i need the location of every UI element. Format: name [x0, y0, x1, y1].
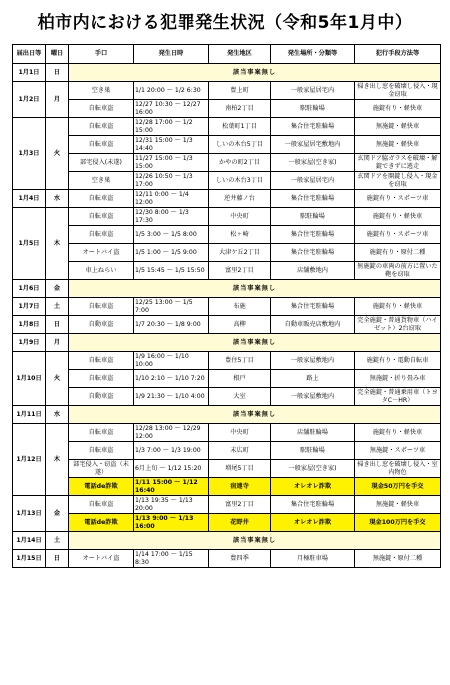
- datetime-cell: 12/30 8:00 ～ 1/3 17:30: [134, 208, 209, 226]
- date-cell: 1月6日: [13, 280, 46, 298]
- place-cell: 集合住宅駐輪場: [271, 244, 355, 262]
- datetime-cell: 1/3 7:00 ～ 1/3 19:00: [134, 442, 209, 460]
- table-header-row: [13, 45, 441, 64]
- area-cell: 高柳: [209, 316, 271, 334]
- date-cell: 1月8日: [13, 316, 46, 334]
- table-row: [13, 370, 441, 388]
- area-cell: 花野井: [209, 514, 271, 532]
- header-place: 発生場所・分類等: [271, 45, 355, 64]
- header-dow: 曜日: [46, 45, 69, 64]
- date-cell: 1月7日: [13, 298, 46, 316]
- table-row: [13, 550, 441, 568]
- datetime-cell: 12/28 17:00 ～ 1/2 15:00: [134, 118, 209, 136]
- area-cell: 末広町: [209, 442, 271, 460]
- method-cell: 電話de詐欺: [69, 514, 134, 532]
- header-date: 届出日等: [13, 45, 46, 64]
- date-cell: 1月13日: [13, 496, 46, 532]
- dow-cell: 土: [46, 532, 69, 550]
- place-cell: 駅駐輪場: [271, 208, 355, 226]
- no-case-cell: 該当事案無し: [69, 406, 441, 424]
- dow-cell: 木: [46, 208, 69, 280]
- means-cell: 無施錠・折り畳み車: [355, 370, 441, 388]
- method-cell: 電話de詐欺: [69, 478, 134, 496]
- place-cell: 自動車販売店敷地内: [271, 316, 355, 334]
- area-cell: 根戸: [209, 370, 271, 388]
- method-cell: 空き巣: [69, 172, 134, 190]
- dow-cell: 月: [46, 82, 69, 118]
- place-cell: 店舗敷地内: [271, 262, 355, 280]
- date-cell: 1月12日: [13, 424, 46, 496]
- date-cell: 1月9日: [13, 334, 46, 352]
- area-cell: 宿連寺: [209, 478, 271, 496]
- dow-cell: 土: [46, 298, 69, 316]
- table-row: [13, 208, 441, 226]
- no-case-cell: 該当事案無し: [69, 334, 441, 352]
- dow-cell: 月: [46, 334, 69, 352]
- place-cell: オレオレ詐欺: [271, 478, 355, 496]
- place-cell: 一般家屋(空き家): [271, 460, 355, 478]
- datetime-cell: 12/25 13:00 ～ 1/5 7:00: [134, 298, 209, 316]
- means-cell: 玄関ドアを開錠し侵入・現金を窃取: [355, 172, 441, 190]
- means-cell: 無施錠・軽快車: [355, 136, 441, 154]
- method-cell: 部宅侵入(未遂): [69, 154, 134, 172]
- header-means: 犯行手段方法等: [355, 45, 441, 64]
- area-cell: 南柏2丁目: [209, 100, 271, 118]
- date-cell: 1月5日: [13, 208, 46, 280]
- table-row-fraud: [13, 514, 441, 532]
- table-row: [13, 442, 441, 460]
- datetime-cell: 1/5 3:00 ～ 1/5 8:00: [134, 226, 209, 244]
- area-cell: 大室: [209, 388, 271, 406]
- area-cell: 中央町: [209, 208, 271, 226]
- area-cell: 富里2丁目: [209, 496, 271, 514]
- dow-cell: 金: [46, 280, 69, 298]
- datetime-cell: 1/5 1:00 ～ 1/5 9:00: [134, 244, 209, 262]
- dow-cell: 日: [46, 316, 69, 334]
- dow-cell: 水: [46, 190, 69, 208]
- datetime-cell: 1/13 9:00 ～ 1/13 16:00: [134, 514, 209, 532]
- means-cell: 現金100万円を手交: [355, 514, 441, 532]
- table-row: [13, 64, 441, 82]
- datetime-cell: 1/13 19:35 ～ 1/13 20:00: [134, 496, 209, 514]
- table-row: [13, 352, 441, 370]
- method-cell: 自転車盗: [69, 100, 134, 118]
- means-cell: 完全施錠・普通乗用車（トヨタC－HR）: [355, 388, 441, 406]
- table-row-fraud: [13, 478, 441, 496]
- place-cell: 一般家屋敷地内: [271, 352, 355, 370]
- method-cell: 自転車盗: [69, 118, 134, 136]
- table-row: [13, 136, 441, 154]
- method-cell: 自転車盗: [69, 370, 134, 388]
- area-cell: 松ヶ崎: [209, 226, 271, 244]
- area-cell: 中央町: [209, 424, 271, 442]
- method-cell: 自転車盗: [69, 136, 134, 154]
- table-row: [13, 172, 441, 190]
- area-cell: 逆井藤ノ台: [209, 190, 271, 208]
- datetime-cell: 1/9 21:30 ～ 1/10 4:00: [134, 388, 209, 406]
- date-cell: 1月15日: [13, 550, 46, 568]
- table-row: [13, 226, 441, 244]
- date-cell: 1月11日: [13, 406, 46, 424]
- place-cell: 路上: [271, 370, 355, 388]
- means-cell: 施錠有り・軽快車: [355, 298, 441, 316]
- place-cell: 一般家屋敷地内: [271, 388, 355, 406]
- place-cell: 集合住宅駐輪場: [271, 298, 355, 316]
- method-cell: オートバイ盗: [69, 244, 134, 262]
- method-cell: オートバイ盗: [69, 550, 134, 568]
- dow-cell: 火: [46, 352, 69, 406]
- header-datetime: 発生日時: [134, 45, 209, 64]
- area-cell: 豊住5丁目: [209, 352, 271, 370]
- area-cell: しいの木台5丁目: [209, 136, 271, 154]
- place-cell: 集合住宅駐輪場: [271, 226, 355, 244]
- area-cell: 大津ケ丘2丁目: [209, 244, 271, 262]
- means-cell: 掃き出し窓を破壊し侵入・現金窃取: [355, 82, 441, 100]
- place-cell: 一般家屋居宅内: [271, 82, 355, 100]
- means-cell: 施錠有り・軽快車: [355, 100, 441, 118]
- table-row: [13, 100, 441, 118]
- method-cell: 空き巣: [69, 82, 134, 100]
- method-cell: 自転車盗: [69, 442, 134, 460]
- dow-cell: 日: [46, 64, 69, 82]
- table-row: [13, 298, 441, 316]
- means-cell: 玄関ドア脇ガラスを破壊・解錠できずに逃走: [355, 154, 441, 172]
- table-row: [13, 406, 441, 424]
- datetime-cell: 6月上旬 ～ 1/12 15:20: [134, 460, 209, 478]
- method-cell: 自転車盗: [69, 226, 134, 244]
- area-cell: 富里2丁目: [209, 262, 271, 280]
- table-row: [13, 262, 441, 280]
- table-row: [13, 118, 441, 136]
- means-cell: 無施錠・原付二種: [355, 550, 441, 568]
- datetime-cell: 1/14 17:00 ～ 1/15 8:30: [134, 550, 209, 568]
- means-cell: 施錠有り・スポーツ車: [355, 190, 441, 208]
- datetime-cell: 1/11 15:00 ～ 1/12 16:40: [134, 478, 209, 496]
- place-cell: 集合住宅駐輪場: [271, 190, 355, 208]
- area-cell: 増尾5丁目: [209, 460, 271, 478]
- datetime-cell: 12/26 10:50 ～ 1/3 17:00: [134, 172, 209, 190]
- datetime-cell: 12/28 13:00 ～ 12/29 12:00: [134, 424, 209, 442]
- area-cell: かやの町2丁目: [209, 154, 271, 172]
- method-cell: 自転車盗: [69, 496, 134, 514]
- place-cell: 一般家屋居宅内: [271, 172, 355, 190]
- no-case-cell: 該当事案無し: [69, 532, 441, 550]
- dow-cell: 金: [46, 496, 69, 532]
- area-cell: 松葉町1丁目: [209, 118, 271, 136]
- means-cell: 施錠有り・原付二種: [355, 244, 441, 262]
- means-cell: 無施錠の車両の前方に置いた鞄を窃取: [355, 262, 441, 280]
- method-cell: 自転車盗: [69, 352, 134, 370]
- date-cell: 1月1日: [13, 64, 46, 82]
- table-row: [13, 496, 441, 514]
- method-cell: 部宅侵入・窃盗（未遂）: [69, 460, 134, 478]
- table-row: [13, 244, 441, 262]
- dow-cell: 火: [46, 118, 69, 190]
- table-row: [13, 460, 441, 478]
- means-cell: 掃き出し窓を破壊し侵入・室内物色: [355, 460, 441, 478]
- no-case-cell: 該当事案無し: [69, 280, 441, 298]
- method-cell: 自転車盗: [69, 190, 134, 208]
- datetime-cell: 12/11 0:00 ～ 1/4 12:00: [134, 190, 209, 208]
- means-cell: 完全施錠・普通貨物車（ハイゼット）2台窃取: [355, 316, 441, 334]
- page-title: 柏市内における犯罪発生状況（令和5年1月中）: [37, 13, 413, 33]
- place-cell: オレオレ詐欺: [271, 514, 355, 532]
- dow-cell: 日: [46, 550, 69, 568]
- datetime-cell: 1/9 16:00 ～ 1/10 10:00: [134, 352, 209, 370]
- place-cell: 駅駐輪場: [271, 100, 355, 118]
- dow-cell: 木: [46, 424, 69, 496]
- method-cell: 自転車盗: [69, 298, 134, 316]
- datetime-cell: 1/1 20:00 ～ 1/2 6:30: [134, 82, 209, 100]
- datetime-cell: 11/27 15:00 ～ 1/3 15:00: [134, 154, 209, 172]
- crime-table: [12, 44, 441, 568]
- header-area: 発生地区: [209, 45, 271, 64]
- means-cell: 施錠有り・軽快車: [355, 424, 441, 442]
- dow-cell: 水: [46, 406, 69, 424]
- table-row: [13, 190, 441, 208]
- method-cell: 自動車盗: [69, 316, 134, 334]
- no-case-cell: 該当事案無し: [69, 64, 441, 82]
- table-row: [13, 316, 441, 334]
- date-cell: 1月14日: [13, 532, 46, 550]
- table-row: [13, 280, 441, 298]
- method-cell: 車上ねらい: [69, 262, 134, 280]
- method-cell: 自転車盗: [69, 424, 134, 442]
- header-method: 手口: [69, 45, 134, 64]
- area-cell: 豊四季: [209, 550, 271, 568]
- place-cell: 集合住宅駐輪場: [271, 118, 355, 136]
- date-cell: 1月2日: [13, 82, 46, 118]
- means-cell: 施錠有り・電動自転車: [355, 352, 441, 370]
- table-row: [13, 82, 441, 100]
- area-cell: 豊上町: [209, 82, 271, 100]
- date-cell: 1月4日: [13, 190, 46, 208]
- place-cell: 集合住宅駐輪場: [271, 496, 355, 514]
- place-cell: 一般家屋(空き家): [271, 154, 355, 172]
- means-cell: 無施錠・軽快車: [355, 118, 441, 136]
- place-cell: 一般家屋居宅敷地内: [271, 136, 355, 154]
- means-cell: 現金50万円を手交: [355, 478, 441, 496]
- place-cell: 店舗駐輪場: [271, 424, 355, 442]
- means-cell: 施錠有り・軽快車: [355, 208, 441, 226]
- datetime-cell: 1/5 15:45 ～ 1/5 15:50: [134, 262, 209, 280]
- datetime-cell: 1/10 2:10 ～ 1/10 7:20: [134, 370, 209, 388]
- method-cell: 自動車盗: [69, 388, 134, 406]
- table-row: [13, 424, 441, 442]
- place-cell: 駅駐輪場: [271, 442, 355, 460]
- datetime-cell: 1/7 20:30 ～ 1/8 9:00: [134, 316, 209, 334]
- date-cell: 1月10日: [13, 352, 46, 406]
- place-cell: 月極駐車場: [271, 550, 355, 568]
- means-cell: 無施錠・軽快車: [355, 496, 441, 514]
- method-cell: 自転車盗: [69, 208, 134, 226]
- table-row: [13, 334, 441, 352]
- date-cell: 1月3日: [13, 118, 46, 190]
- area-cell: 布施: [209, 298, 271, 316]
- table-row: [13, 154, 441, 172]
- table-row: [13, 388, 441, 406]
- datetime-cell: 12/27 10:30 ～ 12/27 16:00: [134, 100, 209, 118]
- table-row: [13, 532, 441, 550]
- area-cell: しいの木台3丁目: [209, 172, 271, 190]
- means-cell: 施錠有り・スポーツ車: [355, 226, 441, 244]
- means-cell: 無施錠・スポーツ車: [355, 442, 441, 460]
- datetime-cell: 12/31 15:00 ～ 1/3 14:40: [134, 136, 209, 154]
